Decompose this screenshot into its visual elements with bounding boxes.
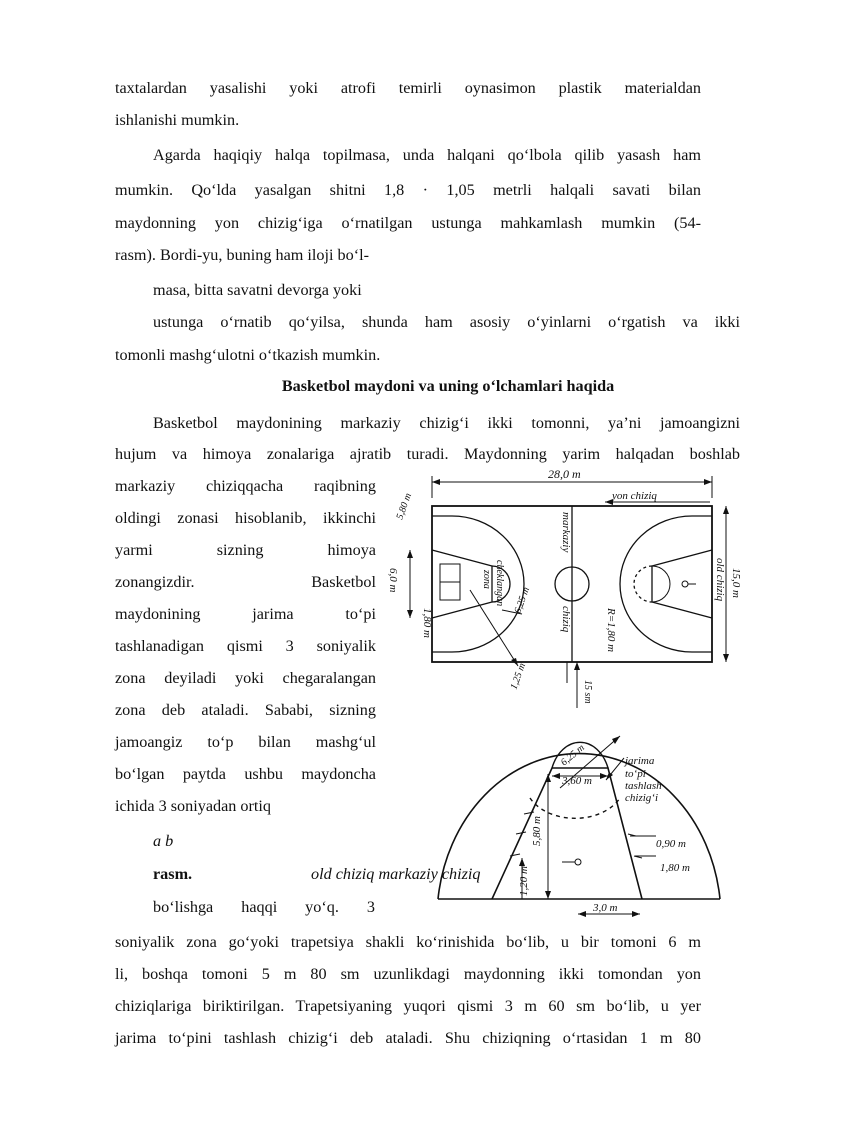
end-line-label: old chiziq [714, 558, 726, 602]
court-width-label: 15,0 m [730, 568, 742, 598]
text-line: bo‘lishga haqqi yo‘q. 3 [153, 898, 375, 916]
bottom-offset-label: 1,20 m [518, 866, 530, 896]
key-width-label: 6,0 m [387, 568, 399, 593]
arrow-label-2: 6,25 m [512, 585, 533, 616]
side-line-label: yon chiziq [612, 490, 657, 502]
text-line: rasm). Bordi-yu, buning ham iloji bo‘l- [115, 246, 370, 264]
text-line: tashlanadigan qismi 3 soniyalik [115, 637, 376, 655]
text-line: jamoangiz to‘p bilan mashg‘ul [115, 733, 376, 751]
text-line: oldingi zonasi hisoblanib, ikkinchi [115, 509, 376, 527]
text-line: Basketbol maydonining markaziy chizig‘i ikki tomonni, ya’ni jamoangizni [153, 414, 740, 432]
text-line: li, boshqa tomoni 5 m 80 sm uzunlikdagi maydonning ikki tomondan yon [115, 965, 701, 983]
restricted-zone-label: cheklangan [494, 560, 505, 607]
text-line: jarima to‘pini tashlash chizig‘i deb ataladi. Shu chiziqning o‘rtasidan 1 m 80 [115, 1029, 701, 1047]
free-throw-line-label-3: tashlash [625, 780, 662, 792]
free-throw-line-label-2: to‘pi [625, 768, 646, 780]
center-line-label-bottom: chiziq [560, 606, 572, 633]
text-line: maydonning yon chizig‘iga o‘rnatilgan ustunga mahkamlash mumkin (54- [115, 214, 701, 232]
text-line: bo‘lgan paytda ushbu maydoncha [115, 765, 376, 783]
text-line: zona deyiladi yoki chegaralangan [115, 669, 376, 687]
text-line: tomonli mashg‘ulotni o‘tkazish mumkin. [115, 346, 381, 364]
key-depth-label: 5,80 m [531, 816, 543, 846]
text-line: maydonining jarima to‘pi [115, 605, 376, 623]
arc-radius-label: 6,25 m [558, 742, 587, 769]
key-depth-label: 1,80 m [421, 608, 433, 638]
free-throw-line-label-1: jarima [625, 755, 655, 767]
center-line-label-top: markaziy [560, 512, 572, 553]
text-line: markaziy chiziqqacha raqibning [115, 477, 376, 495]
text-line: ichida 3 soniyadan ortiq [115, 797, 271, 815]
offset-label: 0,90 m [656, 838, 686, 850]
text-line: chiziqlariga biriktirilgan. Trapetsiyaning yuqori qismi 3 m 60 sm bo‘lib, u yer [115, 997, 701, 1015]
text-line: soniyalik zona go‘yoki trapetsiya shakli ko‘rinishida bo‘lib, u bir tomoni 6 m [115, 933, 701, 951]
radius-label: 1,80 m [660, 862, 690, 874]
restricted-zone-label-2: zona [481, 570, 492, 589]
text-line: ishlanishi mumkin. [115, 111, 240, 129]
figure-caption-ab: a b [153, 832, 174, 850]
base-width-label: 3,0 m [593, 902, 618, 914]
basketball-court-diagram [380, 468, 760, 718]
text-line: hujum va himoya zonalariga ajratib turadi. Maydonning yarim halqadan boshlab [115, 445, 740, 463]
text-line: masa, bitta savatni devorga yoki [153, 281, 362, 299]
text-line: taxtalardan yasalishi yoki atrofi temirli oynasimon plastik materialdan [115, 79, 701, 97]
court-length-label: 28,0 m [548, 467, 581, 481]
center-radius-label: R=1,80 m [605, 608, 617, 653]
text-line: zonangizdir. Basketbol [115, 573, 376, 591]
text-line: yarmi sizning himoya [115, 541, 376, 559]
free-throw-line-label-4: chizig‘i [625, 792, 658, 804]
section-heading: Basketbol maydoni va uning o‘lchamlari haqida [281, 377, 615, 395]
line-width-label: 15 sm [582, 680, 593, 704]
top-width-label: 3,60 m [562, 775, 592, 787]
text-line: ustunga o‘rnatib qo‘yilsa, shunda ham asosiy o‘yinlarni o‘rgatish va ikki [153, 313, 740, 331]
arrow-label-3: 1,25 m [508, 661, 529, 692]
figure-caption-lines: old chiziq markaziy chiziq [311, 865, 481, 883]
text-line: zona deb ataladi. Sababi, sizning [115, 701, 376, 719]
free-throw-zone-diagram [430, 716, 730, 916]
text-line: Agarda haqiqiy halqa topilmasa, unda halqani qo‘lbola qilib yasash ham [153, 146, 701, 164]
text-line: mumkin. Qo‘lda yasalgan shitni 1,8 · 1,05 metrli halqali savati bilan [115, 181, 701, 199]
arrow-label-1: 5,80 m [394, 491, 415, 522]
figure-caption-rasm: rasm. [153, 865, 193, 883]
trapezoid-key [492, 768, 642, 899]
